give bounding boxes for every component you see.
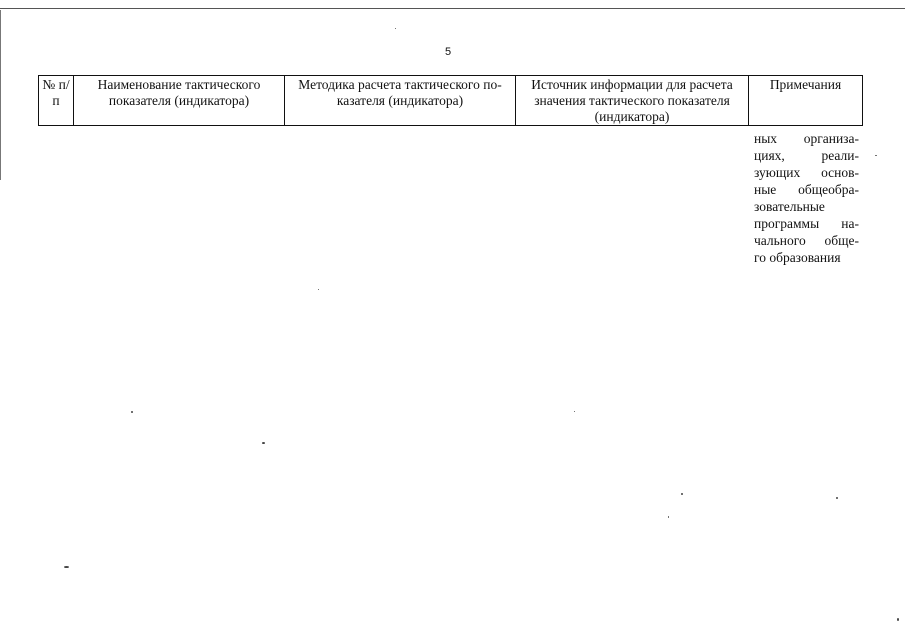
notes-line: зующих основ-	[754, 165, 859, 180]
notes-line: ные общеобра-	[754, 182, 859, 197]
scan-speck	[262, 442, 265, 444]
notes-line: го образования	[754, 250, 841, 265]
header-information-source: Источник информации для расчета значения тактического показателя (индикатора)	[516, 76, 749, 126]
notes-line: чального обще-	[754, 233, 859, 248]
scan-speck	[668, 516, 669, 518]
scan-top-edge	[0, 8, 905, 9]
scan-speck	[875, 155, 877, 156]
notes-line: циях, реали-	[754, 148, 859, 163]
scan-speck	[574, 411, 575, 412]
notes-line: программы на-	[754, 216, 859, 231]
table-header-row	[39, 76, 863, 126]
header-number: № п/п	[39, 76, 74, 126]
indicator-table	[38, 75, 863, 126]
page-number: 5	[444, 46, 452, 58]
scan-speck	[395, 28, 396, 29]
notes-line: ных организа-	[754, 131, 859, 146]
header-calculation-method: Методика расчета тактического по-казателя (индикатора)	[285, 76, 516, 126]
header-indicator-name: Наименование тактического показателя (индикатора)	[74, 76, 285, 126]
scan-speck	[681, 493, 683, 495]
notes-continuation	[754, 130, 859, 266]
notes-line: зовательные	[754, 199, 825, 214]
scan-speck	[64, 566, 69, 568]
scan-speck	[836, 497, 838, 499]
scan-speck	[318, 289, 319, 290]
scan-speck	[131, 411, 133, 413]
scan-speck	[897, 618, 899, 621]
scan-left-edge	[0, 10, 1, 180]
header-notes: Примечания	[749, 76, 863, 126]
